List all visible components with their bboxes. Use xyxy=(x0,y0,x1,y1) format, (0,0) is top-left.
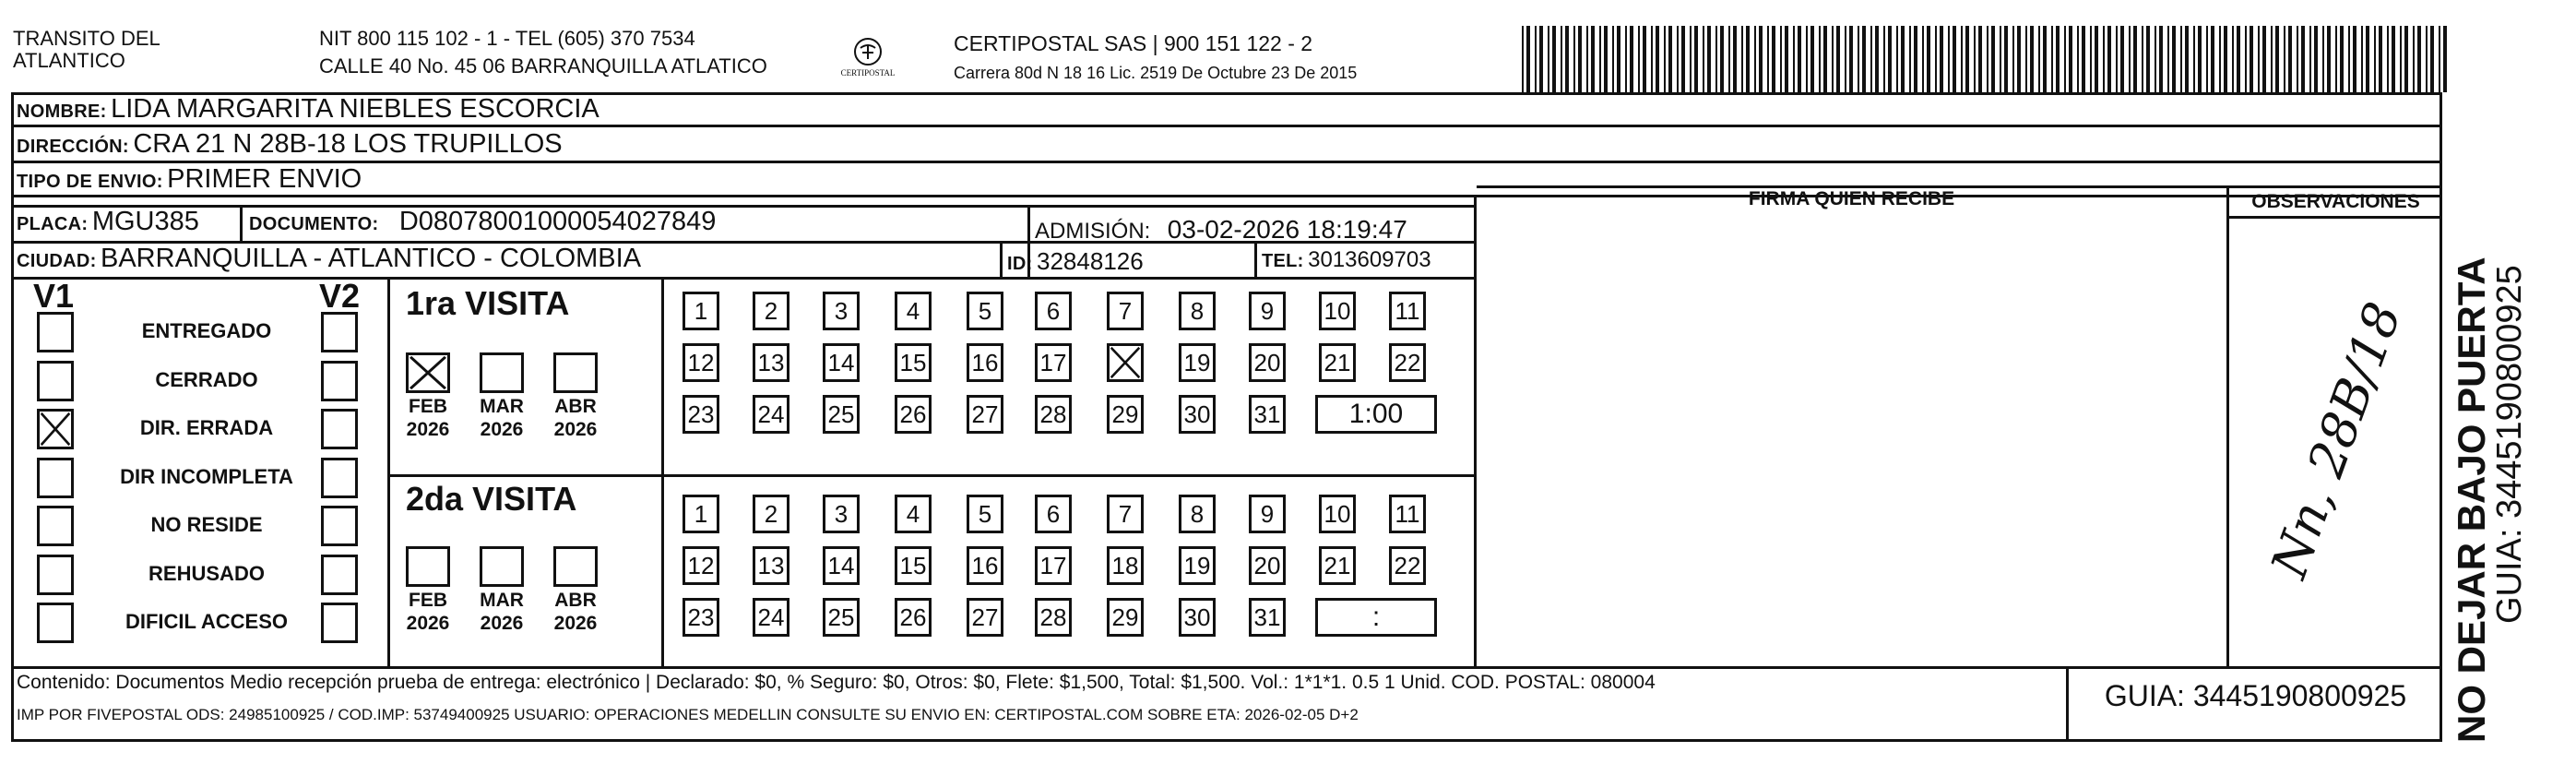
day-number: 18 xyxy=(1111,552,1139,579)
day-number: 26 xyxy=(899,400,927,428)
day-number: 2 xyxy=(764,297,778,325)
day-checkbox[interactable] xyxy=(753,598,789,637)
day-number: 28 xyxy=(1039,400,1067,428)
day-number: 16 xyxy=(971,552,999,579)
v1-checkbox[interactable] xyxy=(37,361,74,401)
day-number: 8 xyxy=(1190,297,1205,325)
day-number: 30 xyxy=(1183,400,1211,428)
day-checkbox[interactable] xyxy=(823,395,860,434)
day-checkbox[interactable] xyxy=(967,343,1003,382)
status-label: REHUSADO xyxy=(148,561,265,585)
month-checkbox[interactable] xyxy=(480,546,524,587)
plate-row xyxy=(17,207,199,237)
v1-checkbox[interactable] xyxy=(37,603,74,643)
content-line: Contenido: Documentos Medio recepción prueba de entrega: electrónico | Declarado: $0, % Seguro: $0, Otros: $0, Flete: $1,500, Total: $1,500. Vol.: 1*1*1. 0.5 1 Unid. COD. POSTAL: 080004 xyxy=(17,672,1656,693)
month-year: 2026 xyxy=(480,419,524,440)
day-checkbox[interactable] xyxy=(895,546,932,585)
day-number: 19 xyxy=(1183,349,1211,376)
day-checkbox[interactable] xyxy=(683,546,719,585)
day-number: 20 xyxy=(1253,349,1281,376)
day-checkbox[interactable] xyxy=(1319,292,1356,330)
month-label xyxy=(472,589,531,635)
day-number: 4 xyxy=(906,500,920,528)
day-checkbox[interactable] xyxy=(967,395,1003,434)
name-value: LIDA MARGARITA NIEBLES ESCORCIA xyxy=(111,94,599,124)
day-number: 7 xyxy=(1118,500,1133,528)
tel-row xyxy=(1262,247,1431,273)
document-value: D08078001000054027849 xyxy=(398,207,717,236)
address-value: CRA 21 N 28B-18 LOS TRUPILLOS xyxy=(133,129,563,159)
day-checkbox[interactable] xyxy=(1249,343,1286,382)
address-label: DIRECCIÓN: xyxy=(17,137,129,157)
month-label xyxy=(472,395,531,441)
v1-label: V1 xyxy=(33,277,75,315)
v1-checkbox[interactable] xyxy=(37,409,74,449)
day-number: 22 xyxy=(1394,552,1421,579)
day-number: 1 xyxy=(694,500,708,528)
day-number: 19 xyxy=(1183,552,1211,579)
day-number: 21 xyxy=(1324,349,1351,376)
day-checkbox[interactable] xyxy=(1035,292,1072,330)
day-number: 20 xyxy=(1253,552,1281,579)
day-number: 1 xyxy=(694,297,708,325)
day-checkbox[interactable] xyxy=(895,395,932,434)
month-name: MAR xyxy=(480,590,524,611)
day-number: 16 xyxy=(971,349,999,376)
month-checkbox[interactable] xyxy=(406,352,450,393)
month-year: 2026 xyxy=(406,613,450,634)
day-checkbox[interactable] xyxy=(1249,292,1286,330)
month-name: MAR xyxy=(480,396,524,417)
name-row xyxy=(17,94,599,125)
day-checkbox[interactable] xyxy=(1249,546,1286,585)
day-checkbox[interactable] xyxy=(753,395,789,434)
courier-address: Carrera 80d N 18 16 Lic. 2519 De Octubre 23 De 2015 xyxy=(954,64,1358,82)
day-checkbox[interactable] xyxy=(1107,395,1144,434)
day-number: 4 xyxy=(906,297,920,325)
day-checkbox[interactable] xyxy=(967,495,1003,533)
day-number: 11 xyxy=(1395,297,1420,325)
day-checkbox[interactable] xyxy=(1179,292,1216,330)
day-checkbox[interactable] xyxy=(683,495,719,533)
v1-checkbox[interactable] xyxy=(37,555,74,595)
month-label xyxy=(398,395,457,441)
day-number: 23 xyxy=(687,400,715,428)
shipment-type-row xyxy=(17,164,362,195)
day-checkbox[interactable] xyxy=(683,598,719,637)
admission-value: 03-02-2026 18:19:47 xyxy=(1167,215,1407,244)
logo-text: CERTIPOSTAL xyxy=(840,68,896,78)
admission-label: ADMISIÓN: xyxy=(1035,219,1151,244)
tel-label: TEL: xyxy=(1262,251,1304,271)
plate-label: PLACA: xyxy=(17,214,89,234)
day-number: 7 xyxy=(1118,297,1133,325)
day-checkbox[interactable] xyxy=(1389,292,1426,330)
day-checkbox[interactable] xyxy=(1179,546,1216,585)
day-checkbox[interactable] xyxy=(1035,598,1072,637)
day-checkbox[interactable] xyxy=(753,546,789,585)
day-number: 21 xyxy=(1324,552,1351,579)
day-checkbox[interactable] xyxy=(1179,598,1216,637)
month-year: 2026 xyxy=(553,613,598,634)
month-checkbox[interactable] xyxy=(553,352,598,393)
observations-area[interactable] xyxy=(2230,219,2442,666)
day-number: 31 xyxy=(1253,400,1281,428)
day-checkbox[interactable] xyxy=(1035,495,1072,533)
day-checkbox[interactable] xyxy=(1035,546,1072,585)
day-checkbox[interactable] xyxy=(895,495,932,533)
day-number: 10 xyxy=(1324,500,1351,528)
day-number: 3 xyxy=(834,297,849,325)
v2-label: V2 xyxy=(319,277,361,315)
imp-line: IMP POR FIVEPOSTAL ODS: 24985100925 / COD.IMP: 53749400925 USUARIO: OPERACIONES MEDELLIN CONSULTE SU ENVIO EN: CERTIPOSTAL.COM SOBRE ETA: 2026-02-05 D+2 xyxy=(17,706,1359,723)
day-checkbox[interactable] xyxy=(1107,343,1144,382)
day-number: 8 xyxy=(1190,500,1205,528)
plate-value: MGU385 xyxy=(91,207,199,236)
month-label xyxy=(546,395,605,441)
shipment-type-label: TIPO DE ENVIO: xyxy=(17,172,163,192)
footer-guide-number: GUIA: 3445190800925 xyxy=(2104,679,2407,712)
name-label: NOMBRE: xyxy=(17,101,107,122)
warning-text: NO DEJAR BAJO PUERTA xyxy=(2450,257,2493,743)
day-checkbox[interactable] xyxy=(1107,292,1144,330)
v2-checkbox[interactable] xyxy=(321,603,358,643)
day-number: 14 xyxy=(827,552,855,579)
day-checkbox[interactable] xyxy=(895,598,932,637)
day-checkbox[interactable] xyxy=(1249,598,1286,637)
day-number: 6 xyxy=(1046,297,1061,325)
observations-header: OBSERVACIONES xyxy=(2251,191,2420,212)
day-checkbox[interactable] xyxy=(1179,343,1216,382)
day-number: 9 xyxy=(1260,297,1275,325)
month-year: 2026 xyxy=(553,419,598,440)
day-checkbox[interactable] xyxy=(1389,546,1426,585)
barcode xyxy=(1522,26,2448,92)
day-checkbox[interactable] xyxy=(1035,395,1072,434)
day-number: 5 xyxy=(978,500,992,528)
city-row xyxy=(17,244,641,274)
v1-checkbox[interactable] xyxy=(37,506,74,546)
day-number: 11 xyxy=(1395,500,1420,528)
month-name: ABR xyxy=(554,590,597,611)
shipment-type-value: PRIMER ENVIO xyxy=(167,164,362,194)
day-number: 29 xyxy=(1111,603,1139,631)
id-label: ID: xyxy=(1007,254,1033,274)
day-checkbox[interactable] xyxy=(967,546,1003,585)
day-checkbox[interactable] xyxy=(823,292,860,330)
day-number: 22 xyxy=(1394,349,1421,376)
v2-checkbox[interactable] xyxy=(321,506,358,546)
second-visit-title: 2da VISITA xyxy=(406,480,577,518)
month-name: FEB xyxy=(409,396,447,417)
id-row xyxy=(1007,247,1144,276)
v1-checkbox[interactable] xyxy=(37,458,74,498)
company-name-line1: TRANSITO DEL xyxy=(13,27,160,50)
day-checkbox[interactable] xyxy=(683,292,719,330)
address-row xyxy=(17,129,563,160)
month-checkbox[interactable] xyxy=(480,352,524,393)
day-checkbox[interactable] xyxy=(1319,343,1356,382)
day-number: 13 xyxy=(757,552,785,579)
v2-checkbox[interactable] xyxy=(321,458,358,498)
day-checkbox[interactable] xyxy=(753,495,789,533)
v2-checkbox[interactable] xyxy=(321,409,358,449)
status-label: ENTREGADO xyxy=(141,319,272,342)
day-checkbox[interactable] xyxy=(753,292,789,330)
day-checkbox[interactable] xyxy=(1319,546,1356,585)
v2-checkbox[interactable] xyxy=(321,312,358,352)
month-label xyxy=(546,589,605,635)
tel-value: 3013609703 xyxy=(1308,247,1431,272)
month-label xyxy=(398,589,457,635)
day-number: 25 xyxy=(827,603,855,631)
company-name-line2: ATLANTICO xyxy=(13,49,125,72)
side-guide-number: GUIA: 3445190800925 xyxy=(2490,265,2529,624)
day-number: 28 xyxy=(1039,603,1067,631)
city-value: BARRANQUILLA - ATLANTICO - COLOMBIA xyxy=(101,244,642,273)
month-name: FEB xyxy=(409,590,447,611)
day-checkbox[interactable] xyxy=(753,343,789,382)
day-number: 10 xyxy=(1324,297,1351,325)
day-number: 30 xyxy=(1183,603,1211,631)
day-checkbox[interactable] xyxy=(823,546,860,585)
status-label: DIFICIL ACCESO xyxy=(125,610,288,633)
certipostal-logo xyxy=(836,35,900,87)
day-number: 5 xyxy=(978,297,992,325)
day-checkbox[interactable] xyxy=(967,598,1003,637)
id-value: 32848126 xyxy=(1037,247,1144,275)
day-checkbox[interactable] xyxy=(1319,495,1356,533)
day-number: 27 xyxy=(971,603,999,631)
courier-info: CERTIPOSTAL SAS | 900 151 122 - 2 xyxy=(954,31,1313,55)
day-checkbox[interactable] xyxy=(1107,546,1144,585)
day-number: 24 xyxy=(757,400,785,428)
day-checkbox[interactable] xyxy=(823,343,860,382)
company-address: CALLE 40 No. 45 06 BARRANQUILLA ATLATICO xyxy=(319,54,767,78)
status-label: CERRADO xyxy=(155,367,258,391)
day-checkbox[interactable] xyxy=(967,292,1003,330)
month-year: 2026 xyxy=(406,419,450,440)
status-label: DIR. ERRADA xyxy=(139,416,274,439)
day-number: 9 xyxy=(1260,500,1275,528)
admission-row xyxy=(1035,215,1407,245)
day-checkbox[interactable] xyxy=(895,292,932,330)
day-checkbox[interactable] xyxy=(895,343,932,382)
document-label: DOCUMENTO: xyxy=(249,214,379,234)
day-checkbox[interactable] xyxy=(1249,395,1286,434)
day-number: 12 xyxy=(687,552,715,579)
day-number: 13 xyxy=(757,349,785,376)
day-number: 25 xyxy=(827,400,855,428)
handwritten-note: Nn, 28B/18 xyxy=(2260,294,2413,586)
day-number: 31 xyxy=(1253,603,1281,631)
day-checkbox[interactable] xyxy=(1389,495,1426,533)
day-checkbox[interactable] xyxy=(1035,343,1072,382)
signature-header: FIRMA QUIEN RECIBE xyxy=(1748,188,1955,209)
day-checkbox[interactable] xyxy=(823,495,860,533)
day-number: 14 xyxy=(827,349,855,376)
status-label: DIR INCOMPLETA xyxy=(120,464,293,488)
month-name: ABR xyxy=(554,396,597,417)
day-checkbox[interactable] xyxy=(1389,343,1426,382)
day-checkbox[interactable] xyxy=(683,395,719,434)
month-checkbox[interactable] xyxy=(553,546,598,587)
day-number: 3 xyxy=(834,500,849,528)
day-number: 23 xyxy=(687,603,715,631)
day-checkbox[interactable] xyxy=(1179,395,1216,434)
day-number: 6 xyxy=(1046,500,1061,528)
first-visit-title: 1ra VISITA xyxy=(406,284,570,322)
day-number: 2 xyxy=(764,500,778,528)
month-checkbox[interactable] xyxy=(406,546,450,587)
day-number: 17 xyxy=(1039,552,1067,579)
time-field[interactable]: : xyxy=(1315,598,1437,637)
status-label: NO RESIDE xyxy=(150,513,263,536)
day-number: 26 xyxy=(899,603,927,631)
day-checkbox[interactable] xyxy=(1249,495,1286,533)
month-year: 2026 xyxy=(480,613,524,634)
day-number: 24 xyxy=(757,603,785,631)
day-number: 15 xyxy=(899,552,927,579)
day-checkbox[interactable] xyxy=(1179,495,1216,533)
v1-checkbox[interactable] xyxy=(37,312,74,352)
day-number: 27 xyxy=(971,400,999,428)
v2-checkbox[interactable] xyxy=(321,555,358,595)
nit-phone: NIT 800 115 102 - 1 - TEL (605) 370 7534 xyxy=(319,27,695,50)
day-number: 15 xyxy=(899,349,927,376)
signature-area[interactable] xyxy=(1477,197,2226,666)
day-checkbox[interactable] xyxy=(1107,598,1144,637)
day-number: 17 xyxy=(1039,349,1067,376)
day-number: 12 xyxy=(687,349,715,376)
city-label: CIUDAD: xyxy=(17,251,97,271)
day-checkbox[interactable] xyxy=(1107,495,1144,533)
document-row xyxy=(249,207,716,237)
day-checkbox[interactable] xyxy=(683,343,719,382)
day-number: 29 xyxy=(1111,400,1139,428)
v2-checkbox[interactable] xyxy=(321,361,358,401)
day-checkbox[interactable] xyxy=(823,598,860,637)
time-field[interactable]: 1:00 xyxy=(1315,395,1437,434)
